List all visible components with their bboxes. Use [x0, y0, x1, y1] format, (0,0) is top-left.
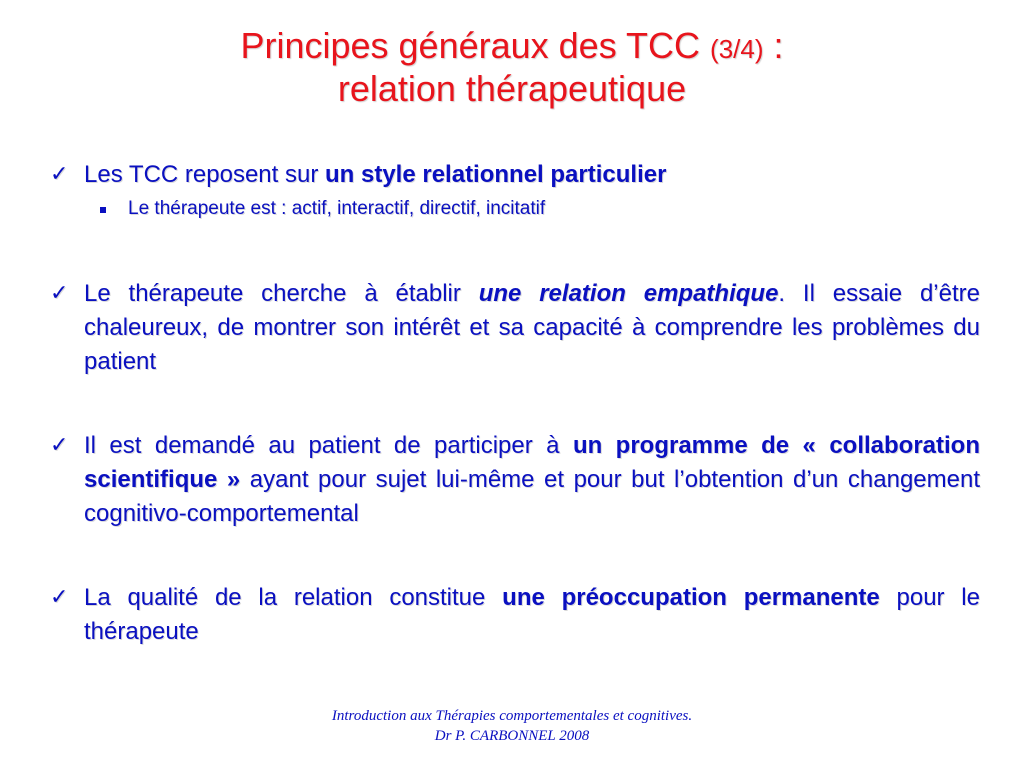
bullet-list [50, 158, 980, 649]
sub-bullet-item-1 [50, 194, 980, 224]
bullet-item-1 [50, 158, 980, 192]
bullet-item-3 [50, 429, 980, 531]
bullet-2-text: Le thérapeute cherche à établir [84, 280, 479, 307]
sub-bullet-1-text: Le thérapeute est : actif, interactif, directif, incitatif [128, 198, 546, 219]
bullet-2-emphasis: une relation empathique [478, 280, 779, 307]
bullet-4-emphasis: une préoccupation permanente [502, 584, 880, 611]
bullet-item-4 [50, 581, 980, 649]
square-bullet-icon [100, 207, 106, 213]
title-slide-number: (3/4) [710, 34, 764, 64]
title-main-text: Principes généraux des TCC [240, 25, 711, 66]
checkmark-icon: ✓ [50, 162, 69, 187]
title-line-1 [0, 26, 1024, 69]
bullet-3-text-after: ayant pour sujet lui-même et pour but l’obtention d’un changement cognitivo-comportemental [84, 466, 981, 527]
bullet-3-text: Il est demandé au patient de participer à [84, 432, 573, 459]
bullet-item-2 [50, 277, 980, 379]
checkmark-icon: ✓ [50, 585, 69, 610]
slide-title [0, 26, 1024, 109]
title-colon: : [763, 25, 784, 66]
checkmark-icon: ✓ [50, 433, 69, 458]
bullet-1-emphasis: un style relationnel particulier [325, 161, 667, 188]
title-line-2: relation thérapeutique [337, 68, 687, 109]
footer-line-2: Dr P. CARBONNEL 2008 [434, 728, 590, 744]
bullet-2-text-after: . Il essaie d’être chaleureux, de montrer son intérêt et sa capacité à comprendre les problèmes du patient [84, 280, 980, 375]
bullet-4-text: La qualité de la relation constitue [84, 584, 503, 611]
footer-line-1: Introduction aux Thérapies comportementales et cognitives. [331, 708, 693, 724]
bullet-3-emphasis: un programme de « collaboration scientifique » [84, 432, 980, 493]
bullet-1-text: Les TCC reposent sur [84, 161, 325, 188]
checkmark-icon: ✓ [50, 281, 69, 306]
slide-footer [0, 706, 1024, 746]
bullet-4-text-after: pour le thérapeute [84, 584, 980, 645]
